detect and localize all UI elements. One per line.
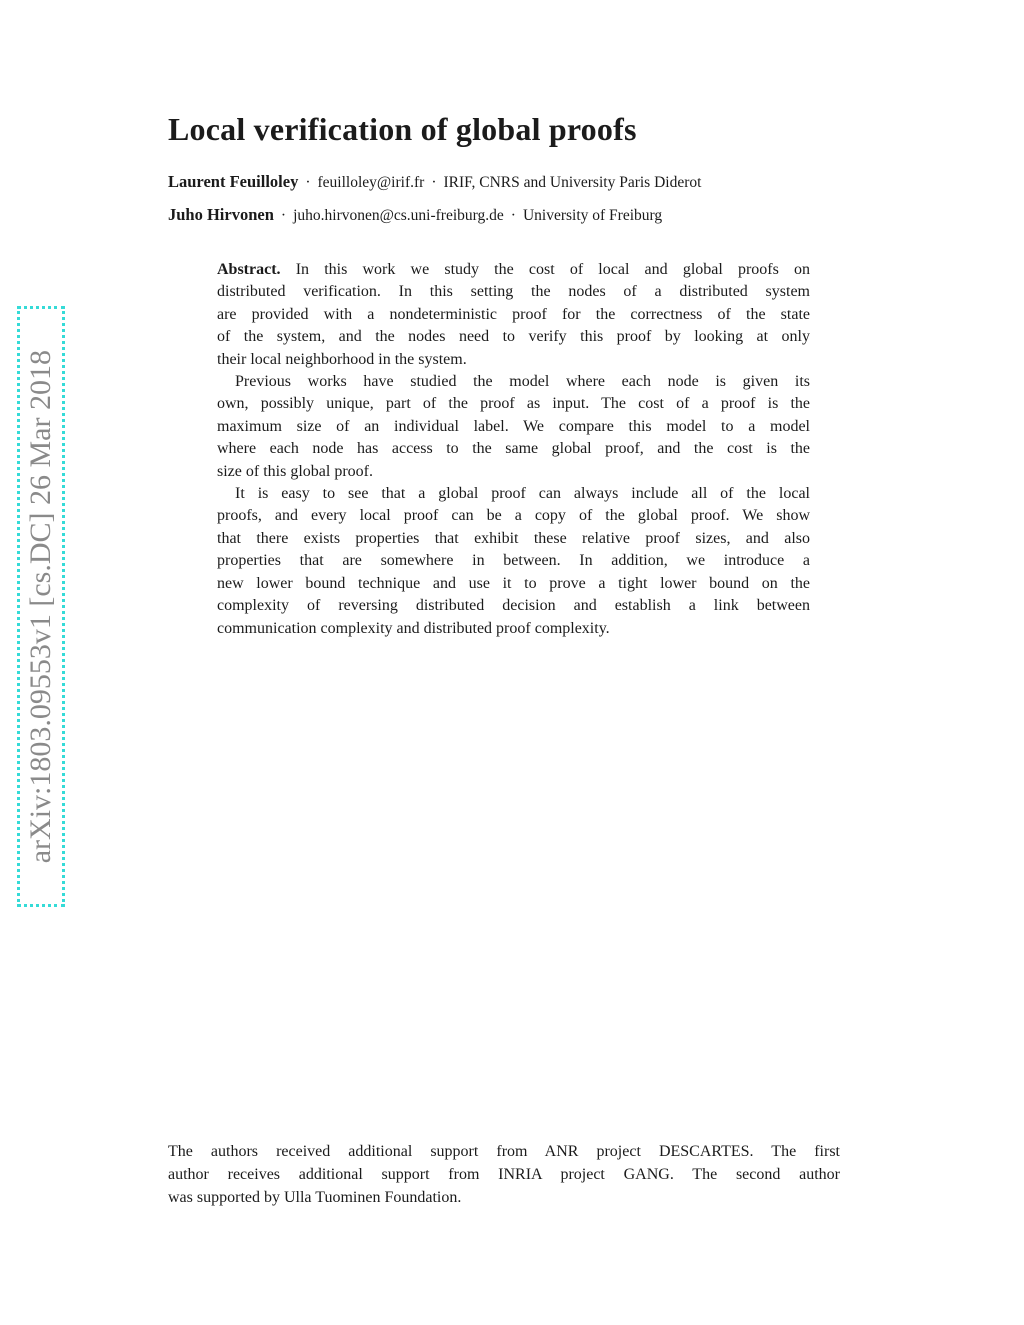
abstract-text-line: are provided with a nondeterministic proof for the correctness of the state [217,305,810,323]
abstract-text-line: where each node has access to the same global proof, and the cost is the [217,440,810,458]
footnote-text-line: The authors received additional support from ANR project DESCARTES. The first [168,1143,840,1160]
dot-separator: · [431,174,437,191]
author-line-2 [168,199,701,232]
abstract-text-line: new lower bound technique and use it to prove a tight lower bound on the [217,574,810,592]
abstract-text-line: Previous works have studied the model where each node is given its [235,373,810,391]
abstract-paragraph-3 [217,483,810,640]
abstract-text-line: their local neighborhood in the system. [217,350,467,368]
abstract-text-line: distributed verification. In this setting the nodes of a distributed system [217,283,810,301]
abstract-text-line: size of this global proof. [217,462,373,480]
author-name: Juho Hirvonen [168,205,274,224]
author-email: feuilloley@irif.fr [317,174,425,191]
author-affiliation: University of Freiburg [522,207,663,224]
footnote-text-line: was supported by Ulla Tuominen Foundation. [168,1189,462,1206]
abstract-text-line: complexity of reversing distributed decision and establish a link between [217,597,810,615]
arxiv-id-text: arXiv:1803.09553v1 [cs.DC] 26 Mar 2018 [24,349,57,864]
arxiv-watermark-box [17,306,65,907]
paper-title: Local verification of global proofs [168,111,637,147]
dot-separator: · [510,207,516,224]
dot-separator: · [280,207,287,224]
abstract-label: Abstract. [217,261,281,278]
author-email: juho.hirvonen@cs.uni-freiburg.de [293,207,504,224]
abstract-text-line: proofs, and every local proof can be a copy of the global proof. We show [217,507,810,525]
author-name: Laurent Feuilloley [168,172,299,191]
abstract-text-line: properties that are somewhere in between. In addition, we introduce a [217,552,810,570]
abstract-text-line: of the system, and the nodes need to verify this proof by looking at only [217,328,810,346]
author-line-1 [168,166,701,199]
abstract-first-line [217,259,810,281]
abstract-paragraph-2 [217,371,810,483]
abstract-section [217,259,810,640]
footnote-text-line: author receives additional support from INRIA project GANG. The second author [168,1166,840,1183]
funding-footnote [168,1140,840,1209]
dot-separator: · [305,174,311,191]
abstract-text-line: own, possibly unique, part of the proof as input. The cost of a proof is the [217,395,810,413]
abstract-text-line: that there exists properties that exhibit these relative proof sizes, and also [217,529,810,547]
author-block [168,166,701,232]
abstract-text-line: It is easy to see that a global proof can always include all of the local [235,485,810,503]
abstract-text-line: maximum size of an individual label. We compare this model to a model [217,417,810,435]
author-affiliation: IRIF, CNRS and University Paris Diderot [443,174,702,191]
abstract-text-line: communication complexity and distributed proof complexity. [217,619,610,637]
abstract-paragraph-1 [217,259,810,371]
abstract-text: In this work we study the cost of local and global proofs on [295,261,811,278]
